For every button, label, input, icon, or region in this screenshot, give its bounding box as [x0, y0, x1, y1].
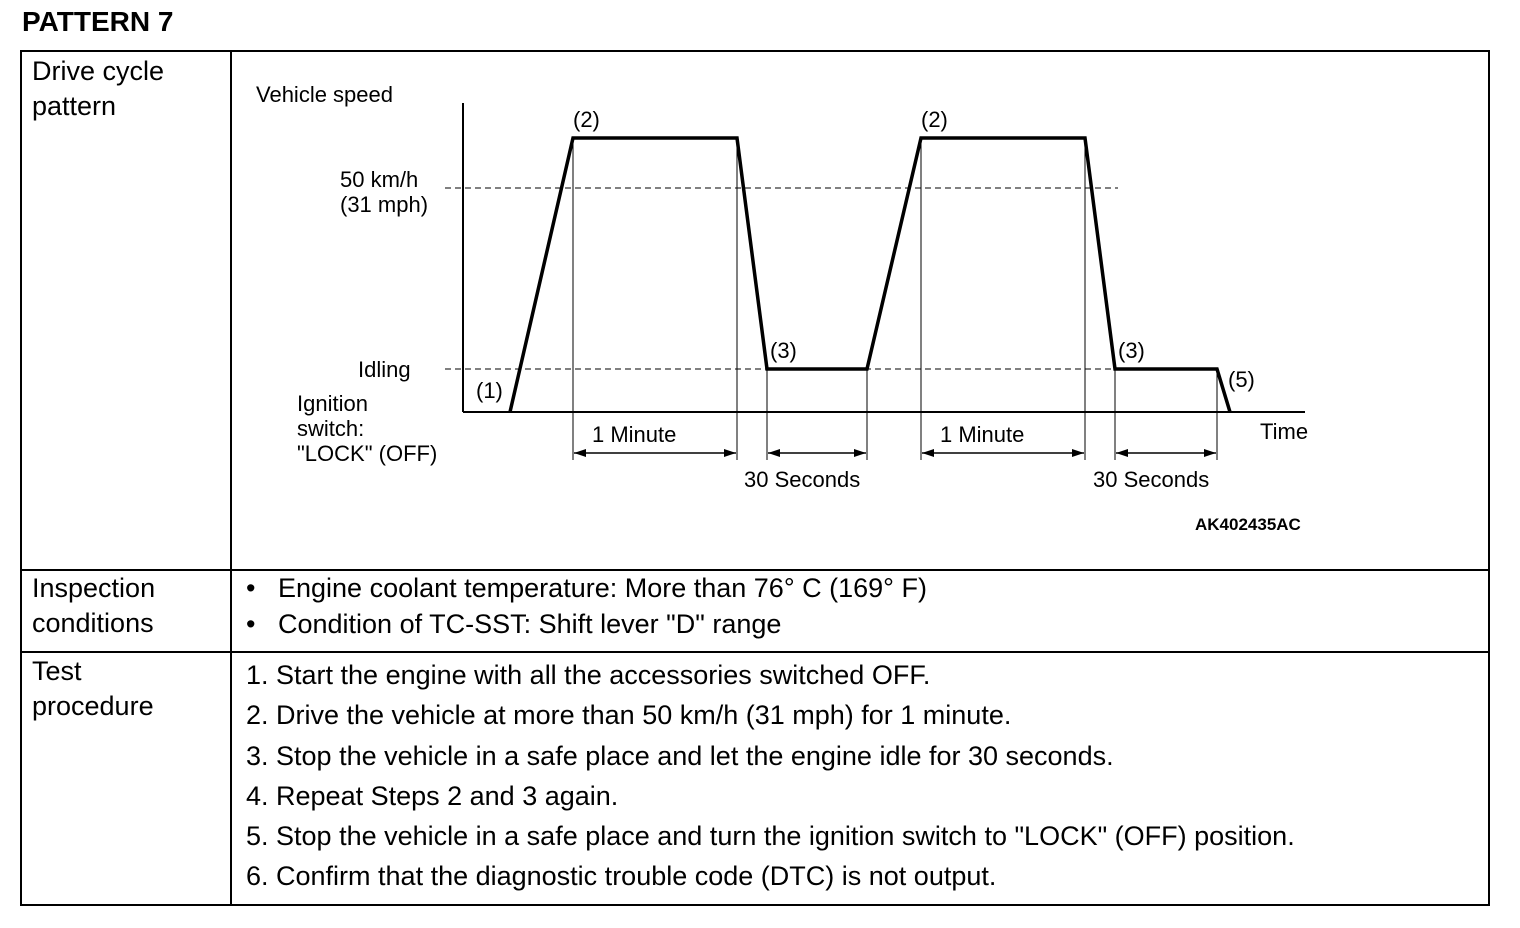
- label-line: Drive cycle: [32, 56, 165, 86]
- interval-label: 1 Minute: [940, 422, 1025, 447]
- step-marker: (5): [1228, 367, 1255, 392]
- procedure-step: 5. Stop the vehicle in a safe place and turn the ignition switch to "LOCK" (OFF) position.: [246, 821, 1295, 852]
- inspection-item-text: Condition of TC-SST: Shift lever "D" range: [278, 609, 782, 639]
- page-title: PATTERN 7: [22, 6, 174, 37]
- step-marker: (2): [573, 107, 600, 132]
- label-line: pattern: [32, 91, 117, 121]
- step-marker: (2): [921, 107, 948, 132]
- y-axis-label: Vehicle speed: [256, 82, 393, 107]
- idle-label: Idling: [358, 357, 411, 382]
- ignition-label: switch:: [297, 416, 365, 441]
- speed-label: 50 km/h: [340, 167, 419, 192]
- step-marker: (3): [770, 338, 797, 363]
- x-axis-label: Time: [1260, 419, 1309, 444]
- label-line: Test: [32, 656, 82, 686]
- label-line: procedure: [32, 691, 154, 721]
- list-item: • Condition of TC-SST: Shift lever "D" range: [246, 609, 782, 639]
- label-line: Inspection: [32, 573, 156, 603]
- interval-label: 30 Seconds: [1093, 467, 1210, 492]
- interval-label: 1 Minute: [592, 422, 677, 447]
- figure-code: AK402435AC: [1195, 515, 1301, 534]
- procedure-step: 4. Repeat Steps 2 and 3 again.: [246, 780, 619, 811]
- ignition-label: "LOCK" (OFF): [297, 441, 438, 466]
- procedure-step: 2. Drive the vehicle at more than 50 km/h (31 mph) for 1 minute.: [246, 700, 1012, 731]
- label-line: conditions: [32, 608, 154, 638]
- interval-label: 30 Seconds: [744, 467, 861, 492]
- procedure-step: 6. Confirm that the diagnostic trouble code (DTC) is not output.: [246, 861, 997, 892]
- list-item: • Engine coolant temperature: More than 76° C (169° F): [246, 573, 927, 603]
- step-marker: (3): [1118, 338, 1145, 363]
- step-marker: (1): [476, 378, 503, 403]
- ignition-label: Ignition: [297, 391, 368, 416]
- inspection-item-text: Engine coolant temperature: More than 76° C (169° F): [278, 573, 927, 603]
- speed-trace: [510, 138, 1230, 412]
- procedure-step: 3. Stop the vehicle in a safe place and let the engine idle for 30 seconds.: [246, 740, 1114, 771]
- procedure-step: 1. Start the engine with all the accessories switched OFF.: [246, 660, 931, 690]
- speed-label: (31 mph): [340, 192, 429, 217]
